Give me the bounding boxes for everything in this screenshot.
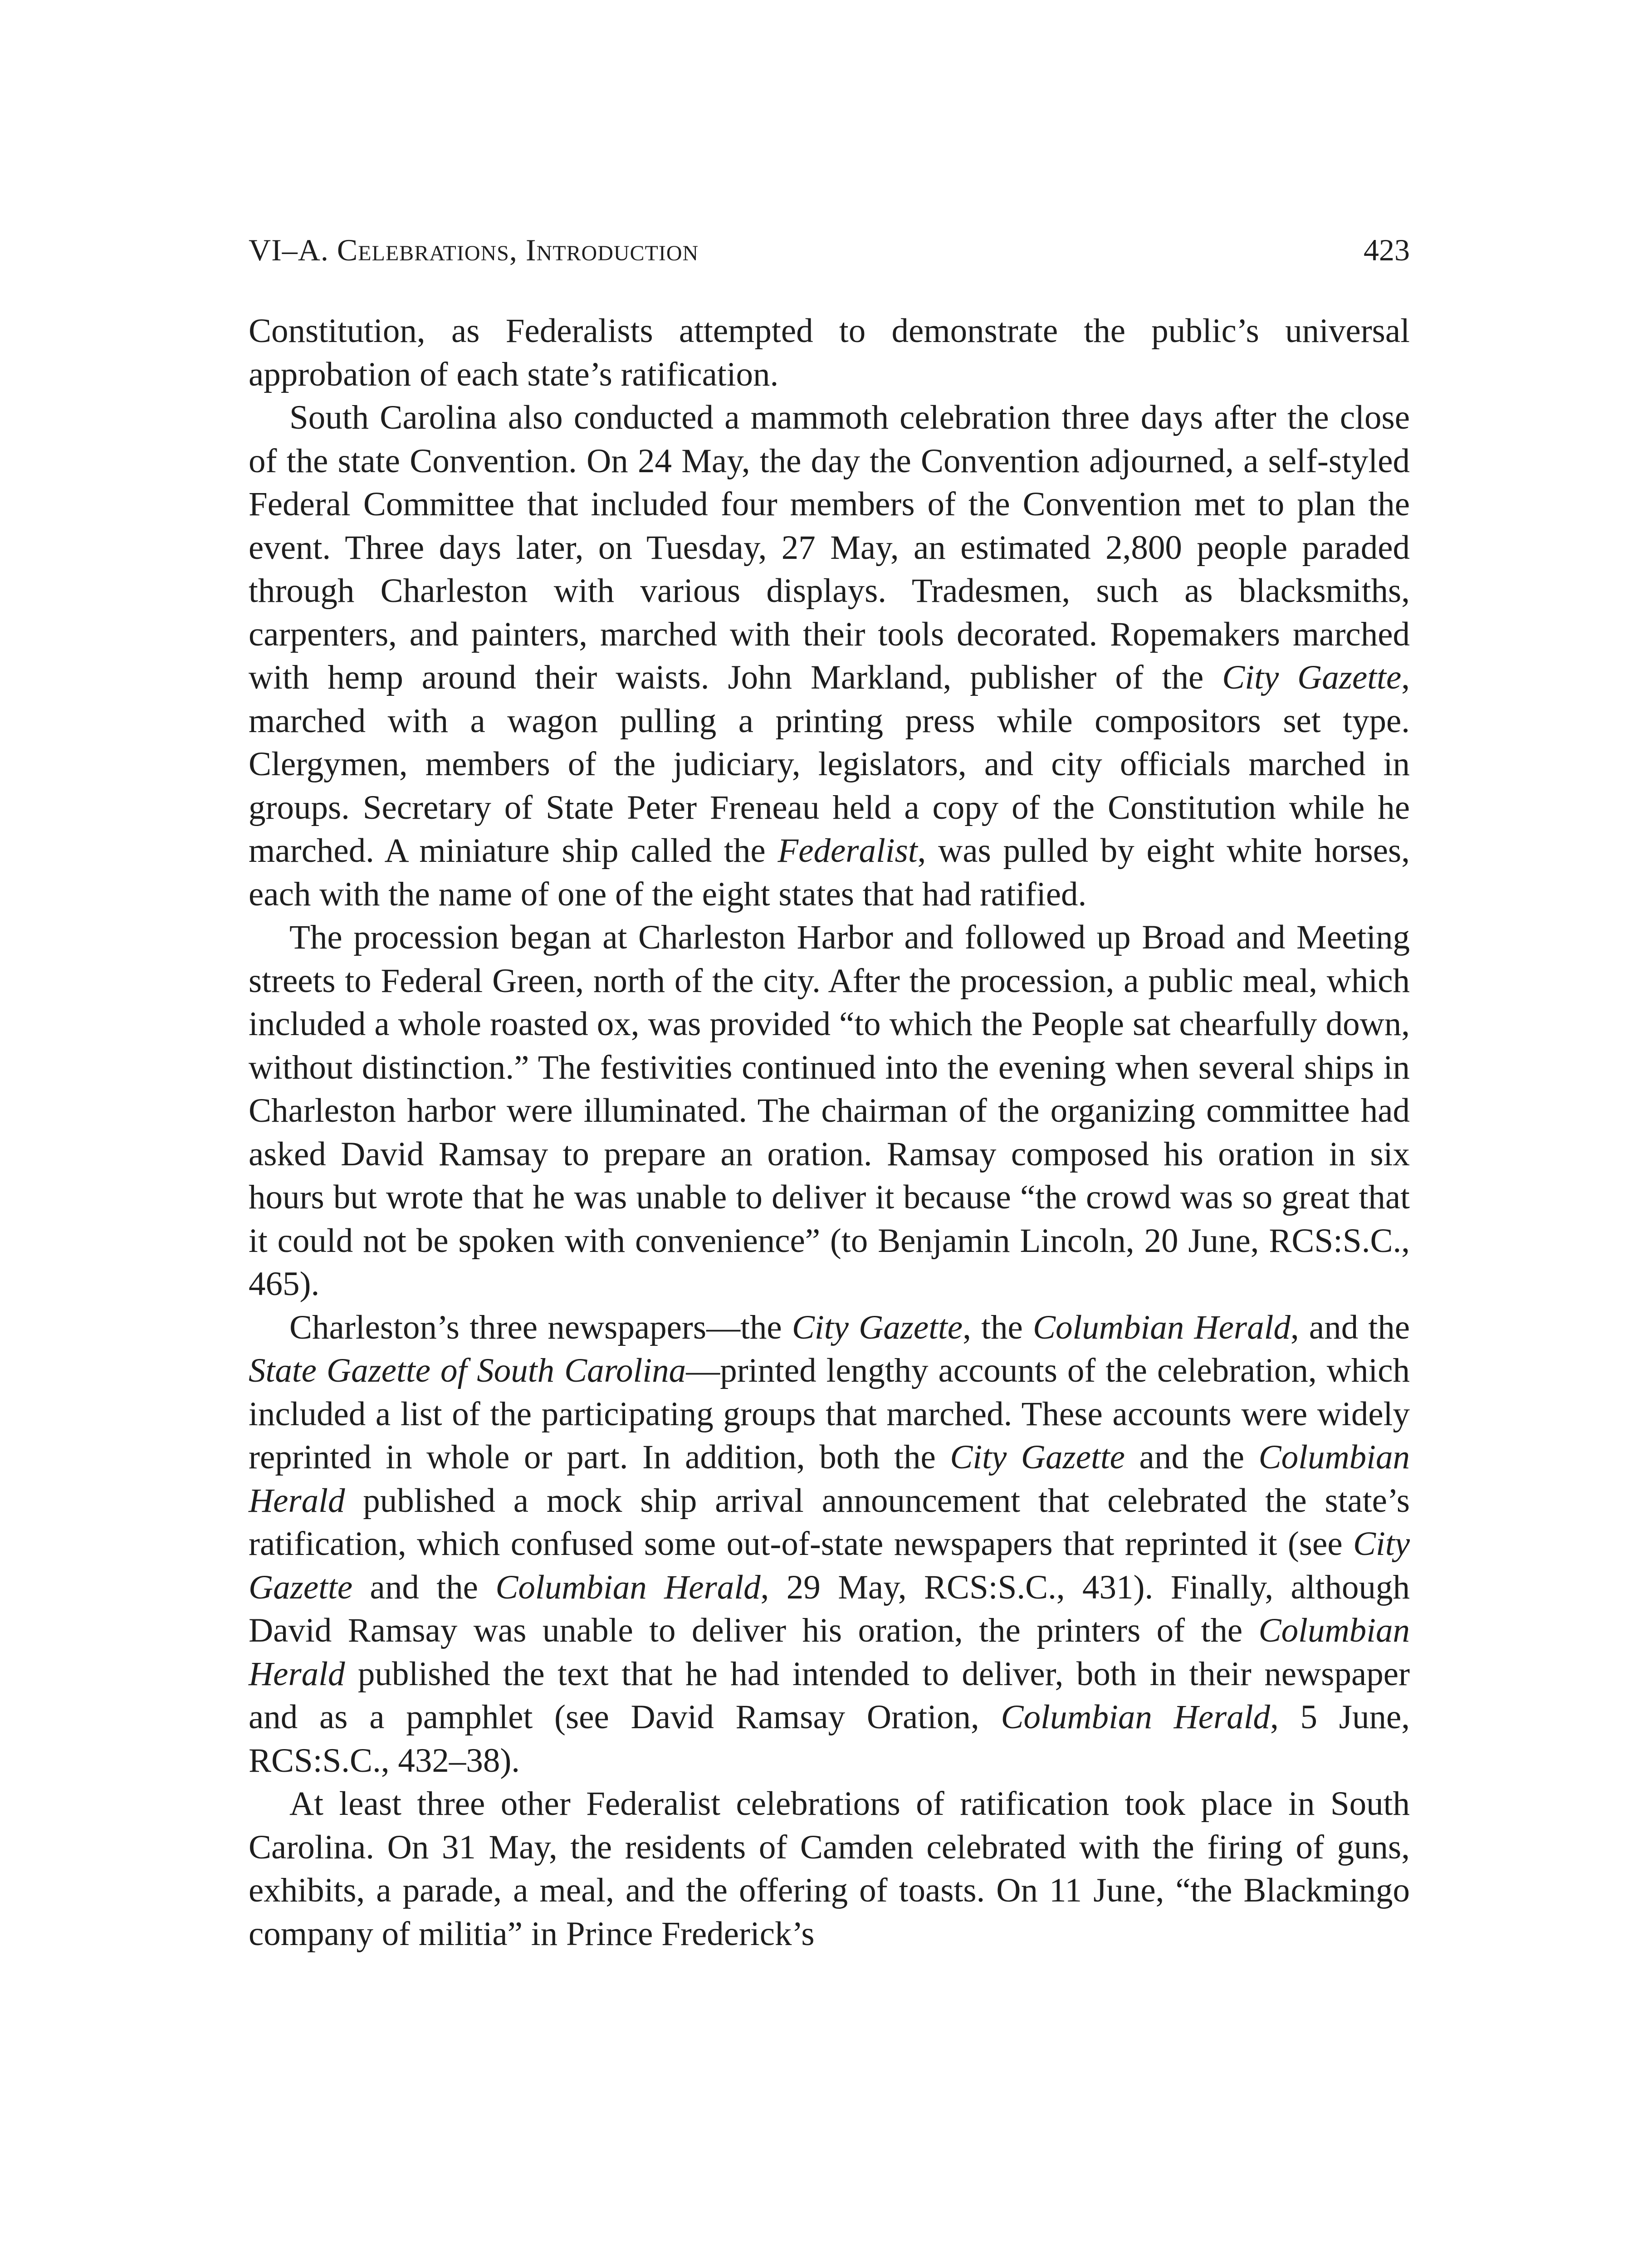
paragraph <box>249 1782 1410 1955</box>
text-run: , was pulled by eight white horses, each with the name of one of the eight states that had ratified. <box>249 832 1410 913</box>
text-run: and the <box>352 1568 496 1606</box>
italic-title: Columbian Herald <box>249 1612 1410 1693</box>
text-run: published the text that he had intended to deliver, both in their newspaper and as a pamphlet (see David Ramsay Oration, <box>249 1655 1410 1736</box>
text-run: and the <box>1125 1438 1259 1476</box>
running-head <box>249 225 1410 275</box>
italic-title: Columbian Herald <box>1032 1308 1291 1346</box>
italic-title: City Gazette <box>249 1525 1410 1606</box>
text-run: South Carolina also conducted a mammoth celebration three days after the close of the state Convention. On 24 May, the day the Convention adjourned, a self-styled Federal Committee that included four members of the Convention met to plan the event. Three days later, on Tuesday, 27 May, an estimated 2,800 people paraded through Charleston with various displays. Tradesmen, such as blacksmiths, carpenters, and painters, marched with their tools decorated. Ropemakers marched with hemp around their waists. John Markland, publisher of the <box>249 399 1410 696</box>
italic-title: Federalist <box>777 832 918 870</box>
text-run: Constitution, as Federalists attempted to demonstrate the public’s universal approbation of each state’s ratification. <box>249 312 1410 393</box>
running-head-title: VI–A. Celebrations, Introduction <box>249 233 699 267</box>
paragraph <box>249 396 1410 916</box>
italic-title: City Gazette <box>792 1308 963 1346</box>
italic-title: Columbian Herald <box>249 1438 1410 1520</box>
italic-title: State Gazette of South Carolina <box>249 1352 686 1389</box>
body-text <box>249 309 1410 1955</box>
italic-title: Columbian Herald <box>1001 1698 1271 1736</box>
text-run: , and the <box>1290 1308 1410 1346</box>
italic-title: City Gazette <box>950 1438 1125 1476</box>
text-run: Charleston’s three newspapers—the <box>289 1308 792 1346</box>
italic-title: City Gazette <box>1222 659 1402 696</box>
text-run: —printed lengthy accounts of the celebration, which included a list of the participating groups that marched. These accounts were widely reprinted in whole or part. In addition, both the <box>249 1352 1410 1476</box>
paragraph <box>249 309 1410 396</box>
paragraph <box>249 1306 1410 1783</box>
text-run: The procession began at Charleston Harbor and followed up Broad and Meeting streets to Federal Green, north of the city. After the procession, a public meal, which included a whole roasted ox, was provided “to which the People sat chearfully down, without distinction.” The festivities continued into the evening when several ships in Charleston harbor were illuminated. The chairman of the organizing committee had asked David Ramsay to prepare an oration. Ramsay composed his oration in six hours but wrote that he was unable to deliver it because “the crowd was so great that it could not be spoken with convenience” (to Benjamin Lincoln, 20 June, RCS:S.C., 465). <box>249 919 1410 1303</box>
italic-title: Columbian Herald <box>495 1568 761 1606</box>
text-run: , 29 May, RCS:S.C., 431). Finally, although David Ramsay was unable to deliver his oration, the printers of the <box>249 1568 1410 1649</box>
text-run: published a mock ship arrival announcement that celebrated the state’s ratification, which confused some out-of-state newspapers that reprinted it (see <box>249 1481 1410 1563</box>
page-number: 423 <box>1364 233 1410 267</box>
text-run: , 5 June, RCS:S.C., 432–38). <box>249 1698 1410 1779</box>
text-run: At least three other Federalist celebrations of ratification took place in South Carolina. On 31 May, the residents of Camden celebrated with the firing of guns, exhibits, a parade, a meal, and the offering of toasts. On 11 June, “the Blackmingo company of militia” in Prince Frederick’s <box>249 1785 1410 1953</box>
text-run: , the <box>963 1308 1033 1346</box>
text-run: , marched with a wagon pulling a printing press while compositors set type. Clergymen, members of the judiciary, legislators, and city officials marched in groups. Secretary of State Peter Freneau held a copy of the Constitution while he marched. A miniature ship called the <box>249 659 1410 870</box>
paragraph <box>249 916 1410 1306</box>
